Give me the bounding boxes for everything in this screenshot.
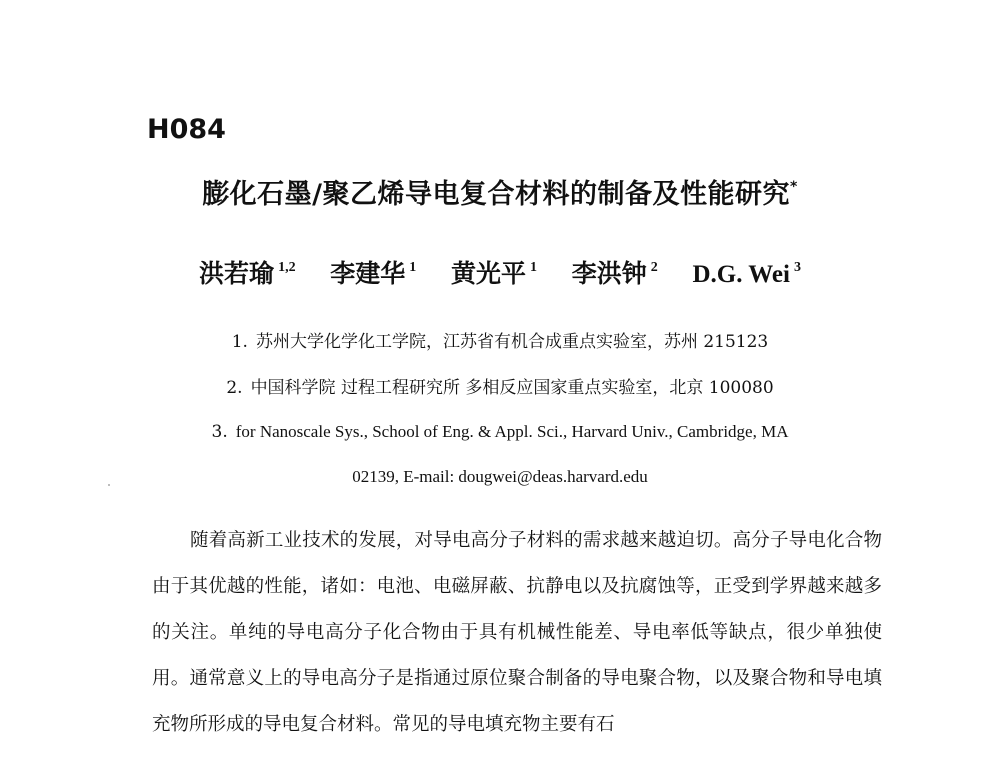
affiliation-text: for Nanoscale Sys., School of Eng. & Appl. Sci., Harvard Univ., Cambridge, MA (235, 422, 789, 441)
author-name: 李建华 (330, 259, 406, 288)
scan-speck (108, 484, 110, 486)
affiliation-number: 2. (226, 378, 243, 398)
title-footnote-mark: * (790, 179, 798, 195)
author-name: 李洪钟 (571, 259, 647, 288)
author-affiliation-mark: 3 (793, 260, 801, 275)
author-affiliation-mark: 2 (650, 260, 658, 275)
affiliation-number: 3. (211, 422, 228, 442)
author-affiliation-mark: 1,2 (278, 260, 296, 275)
body-paragraph: 随着高新工业技术的发展，对导电高分子材料的需求越来越迫切。高分子导电化合物由于其优越的性能，诸如：电池、电磁屏蔽、抗静电以及抗腐蚀等，正受到学界越来越多的关注。单纯的导电高分子化合物由于具有机械性能差、导电率低等缺点，很少单独使用。通常意义上的导电高分子是指通过原位聚合制备的导电聚合物，以及聚合物和导电填充物所形成的导电复合材料。常见的导电填充物主要有石 (152, 530, 882, 735)
author-5 (692, 259, 800, 289)
affiliation-2 (0, 373, 1000, 398)
author-name: D.G. Wei (692, 261, 790, 288)
paper-title (0, 172, 1000, 211)
author-3 (451, 254, 537, 290)
affiliation-text: 苏州大学化学化工学院，江苏省有机合成重点实验室，苏州 215123 (255, 332, 769, 352)
affiliation-text: 中国科学院 过程工程研究所 多相反应国家重点实验室，北京 100080 (250, 378, 774, 398)
paper-code: H084 (147, 114, 226, 145)
affiliation-3-continuation: 02139, E-mail: dougwei@deas.harvard.edu (352, 467, 648, 486)
affiliation-1 (0, 327, 1000, 352)
affiliation-number: 1. (231, 332, 248, 352)
author-name: 洪若瑜 (199, 259, 275, 288)
author-2 (330, 254, 416, 290)
author-1 (199, 254, 296, 290)
author-4 (572, 254, 658, 290)
author-affiliation-mark: 1 (409, 260, 417, 275)
author-list (0, 254, 1000, 290)
title-text: 膨化石墨/聚乙烯导电复合材料的制备及性能研究 (202, 179, 791, 210)
author-name: 黄光平 (451, 259, 527, 288)
affiliation-3 (0, 422, 1000, 442)
author-affiliation-mark: 1 (530, 260, 538, 275)
